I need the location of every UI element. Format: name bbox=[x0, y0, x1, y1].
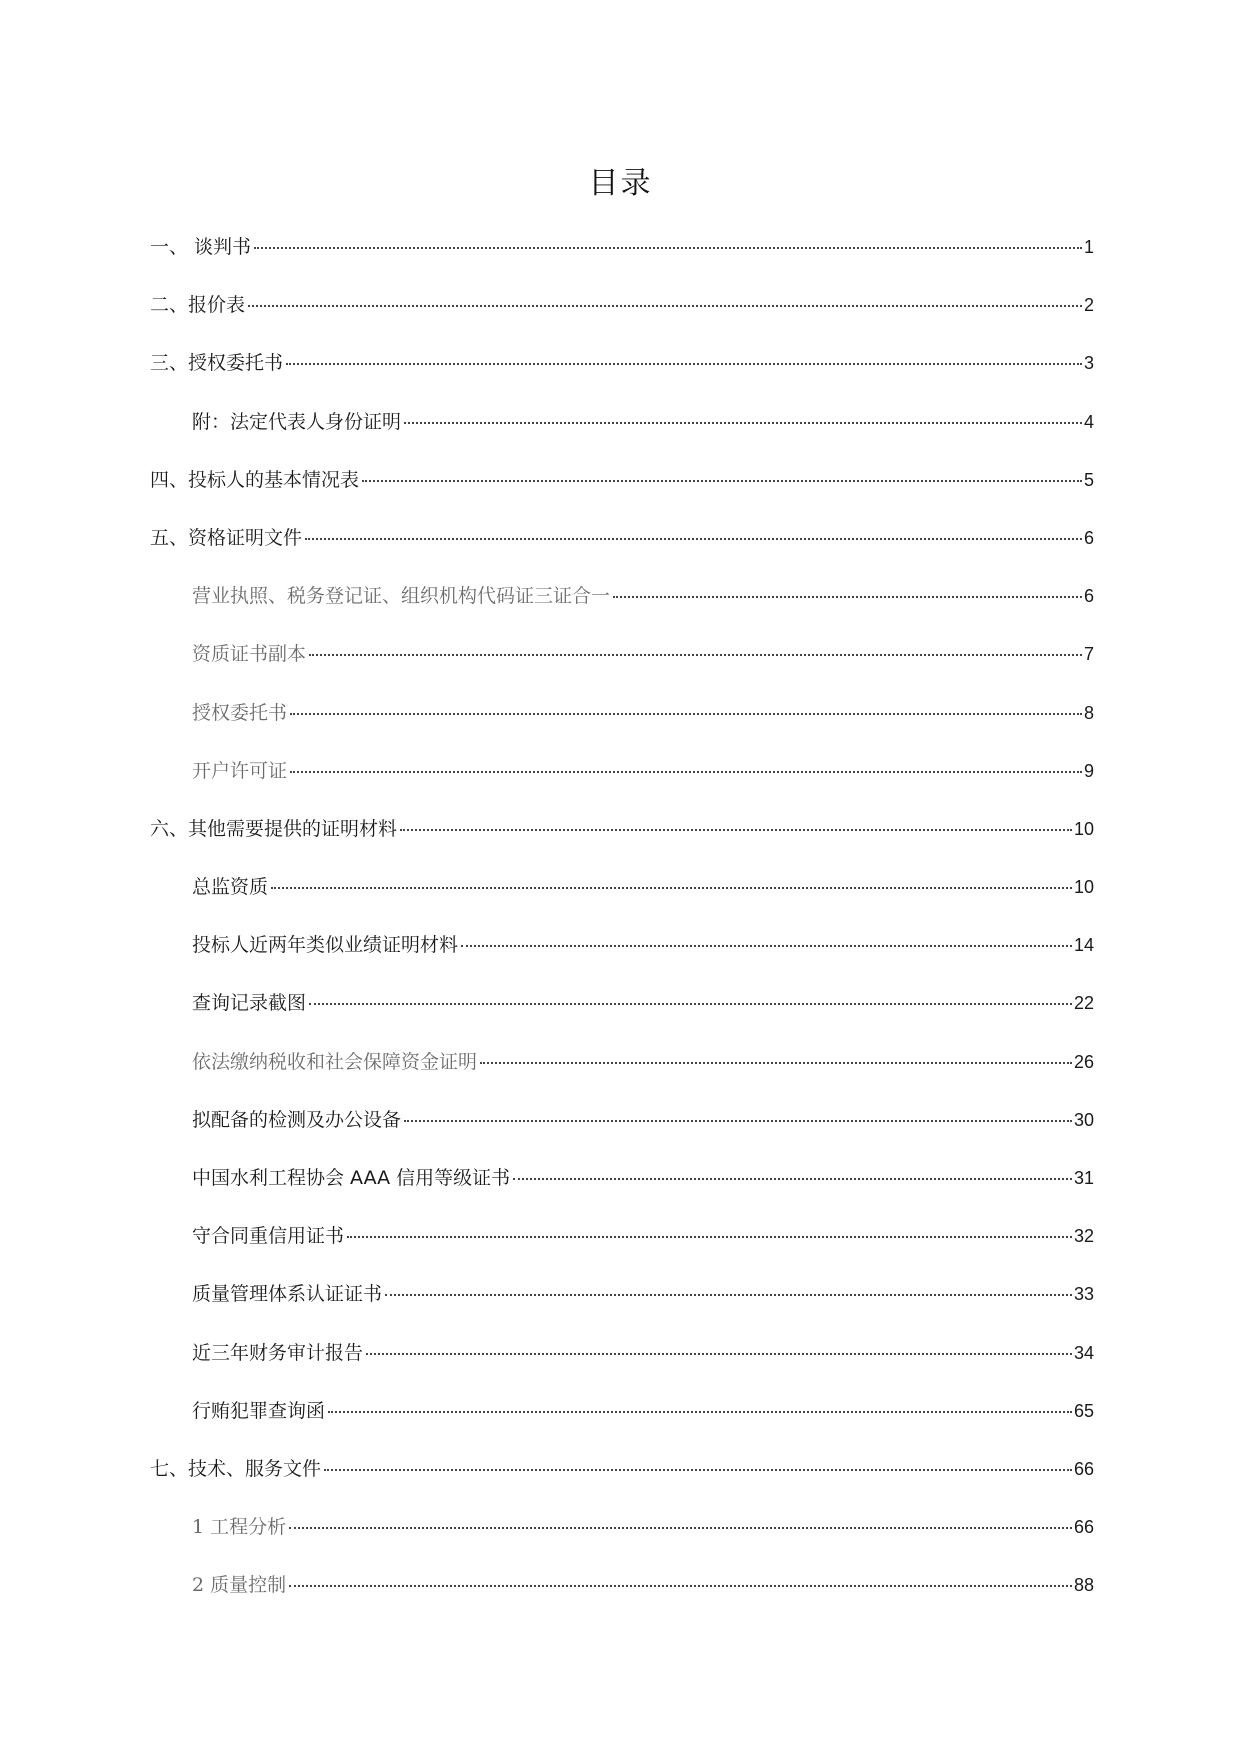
toc-entry-page-number: 6 bbox=[1083, 586, 1094, 607]
toc-entry[interactable] bbox=[150, 232, 1094, 290]
toc-entry[interactable] bbox=[150, 1570, 1094, 1628]
toc-entry-page-number: 9 bbox=[1083, 760, 1094, 781]
dot-leader bbox=[480, 1062, 1072, 1064]
dot-leader bbox=[385, 1294, 1072, 1296]
dot-leader bbox=[400, 829, 1072, 831]
toc-entry-page-number: 26 bbox=[1073, 1051, 1094, 1072]
dot-leader bbox=[324, 1469, 1072, 1471]
toc-entry[interactable] bbox=[150, 814, 1094, 872]
toc-entry-label: 资质证书副本 bbox=[192, 643, 307, 666]
toc-title: 目录 bbox=[588, 166, 653, 201]
toc-entry-label: 拟配备的检测及办公设备 bbox=[192, 1108, 402, 1131]
toc-entry[interactable] bbox=[150, 756, 1094, 814]
table-of-contents bbox=[150, 232, 1094, 1629]
toc-entry-label: 投标人近两年类似业绩证明材料 bbox=[192, 934, 459, 957]
toc-entry[interactable] bbox=[150, 1512, 1094, 1570]
toc-entry-label: 总监资质 bbox=[192, 876, 269, 899]
toc-entry-label: 质量管理体系认证证书 bbox=[192, 1283, 383, 1306]
toc-entry-label: 授权委托书 bbox=[192, 701, 288, 724]
toc-entry-page-number: 32 bbox=[1073, 1226, 1094, 1247]
toc-entry-label: 五、资格证明文件 bbox=[150, 526, 303, 549]
dot-leader bbox=[513, 1178, 1072, 1180]
toc-entry-page-number: 66 bbox=[1073, 1517, 1094, 1538]
toc-entry[interactable] bbox=[150, 1105, 1094, 1163]
toc-entry[interactable] bbox=[150, 1396, 1094, 1454]
dot-leader bbox=[290, 713, 1082, 715]
toc-entry-label: 行贿犯罪查询函 bbox=[192, 1399, 326, 1422]
toc-entry-label: 六、其他需要提供的证明材料 bbox=[150, 817, 398, 840]
toc-entry-page-number: 3 bbox=[1083, 353, 1094, 374]
dot-leader bbox=[309, 1003, 1072, 1005]
toc-entry[interactable] bbox=[150, 639, 1094, 697]
toc-entry-label: 三、授权委托书 bbox=[150, 352, 284, 375]
toc-entry-label: 2 质量控制 bbox=[192, 1574, 287, 1597]
toc-entry-page-number: 34 bbox=[1073, 1342, 1094, 1363]
toc-entry[interactable] bbox=[150, 581, 1094, 639]
dot-leader bbox=[254, 247, 1082, 249]
toc-entry-label: 查询记录截图 bbox=[192, 992, 307, 1015]
toc-entry-label: 依法缴纳税收和社会保障资金证明 bbox=[192, 1050, 478, 1073]
toc-entry[interactable] bbox=[150, 1047, 1094, 1105]
toc-entry-page-number: 2 bbox=[1083, 295, 1094, 316]
dot-leader bbox=[404, 422, 1082, 424]
toc-entry-page-number: 14 bbox=[1073, 935, 1094, 956]
toc-entry[interactable] bbox=[150, 407, 1094, 465]
toc-entry-label: 近三年财务审计报告 bbox=[192, 1341, 364, 1364]
toc-entry-page-number: 10 bbox=[1073, 877, 1094, 898]
toc-entry-page-number: 5 bbox=[1083, 469, 1094, 490]
dot-leader bbox=[613, 596, 1082, 598]
toc-entry-page-number: 8 bbox=[1083, 702, 1094, 723]
toc-entry-page-number: 1 bbox=[1083, 237, 1094, 257]
toc-entry-label: 营业执照、税务登记证、组织机构代码证三证合一 bbox=[192, 585, 611, 608]
toc-entry[interactable] bbox=[150, 523, 1094, 581]
toc-entry[interactable] bbox=[150, 988, 1094, 1046]
toc-entry[interactable] bbox=[150, 872, 1094, 930]
toc-entry[interactable] bbox=[150, 290, 1094, 348]
dot-leader bbox=[461, 945, 1072, 947]
toc-entry-label: 中国水利工程协会 AAA 信用等级证书 bbox=[192, 1167, 511, 1189]
toc-entry-page-number: 10 bbox=[1073, 818, 1094, 839]
dot-leader bbox=[271, 887, 1072, 889]
toc-entry-label: 四、投标人的基本情况表 bbox=[150, 468, 360, 491]
toc-entry-page-number: 31 bbox=[1073, 1168, 1094, 1188]
toc-entry[interactable] bbox=[150, 1279, 1094, 1337]
toc-entry[interactable] bbox=[150, 1338, 1094, 1396]
toc-entry-label: 开户许可证 bbox=[192, 759, 288, 782]
toc-entry[interactable] bbox=[150, 1221, 1094, 1279]
toc-entry-page-number: 4 bbox=[1083, 411, 1094, 432]
toc-entry[interactable] bbox=[150, 698, 1094, 756]
toc-entry-label: 二、报价表 bbox=[150, 294, 246, 317]
dot-leader bbox=[309, 654, 1082, 656]
toc-entry-page-number: 65 bbox=[1073, 1400, 1094, 1421]
toc-entry-label: 附：法定代表人身份证明 bbox=[192, 410, 402, 433]
toc-entry[interactable] bbox=[150, 1454, 1094, 1512]
toc-entry-page-number: 88 bbox=[1073, 1575, 1094, 1596]
dot-leader bbox=[347, 1236, 1072, 1238]
toc-entry[interactable] bbox=[150, 465, 1094, 523]
dot-leader bbox=[328, 1411, 1072, 1413]
toc-entry-label: 一、 谈判书 bbox=[150, 236, 252, 258]
toc-entry-page-number: 66 bbox=[1073, 1458, 1094, 1479]
toc-entry-page-number: 6 bbox=[1083, 527, 1094, 548]
dot-leader bbox=[248, 305, 1082, 307]
dot-leader bbox=[366, 1353, 1072, 1355]
dot-leader bbox=[290, 771, 1082, 773]
dot-leader bbox=[404, 1120, 1072, 1122]
dot-leader bbox=[289, 1527, 1072, 1529]
toc-entry[interactable] bbox=[150, 348, 1094, 406]
toc-entry-page-number: 30 bbox=[1073, 1109, 1094, 1130]
toc-entry-page-number: 33 bbox=[1073, 1284, 1094, 1305]
toc-entry-label: 1 工程分析 bbox=[192, 1516, 287, 1539]
dot-leader bbox=[305, 538, 1082, 540]
dot-leader bbox=[286, 363, 1082, 365]
toc-entry-page-number: 7 bbox=[1083, 644, 1094, 665]
toc-entry-label: 七、技术、服务文件 bbox=[150, 1457, 322, 1480]
dot-leader bbox=[289, 1585, 1072, 1587]
toc-entry[interactable] bbox=[150, 1163, 1094, 1221]
toc-entry[interactable] bbox=[150, 930, 1094, 988]
toc-entry-page-number: 22 bbox=[1073, 993, 1094, 1014]
toc-entry-label: 守合同重信用证书 bbox=[192, 1225, 345, 1248]
dot-leader bbox=[362, 480, 1082, 482]
